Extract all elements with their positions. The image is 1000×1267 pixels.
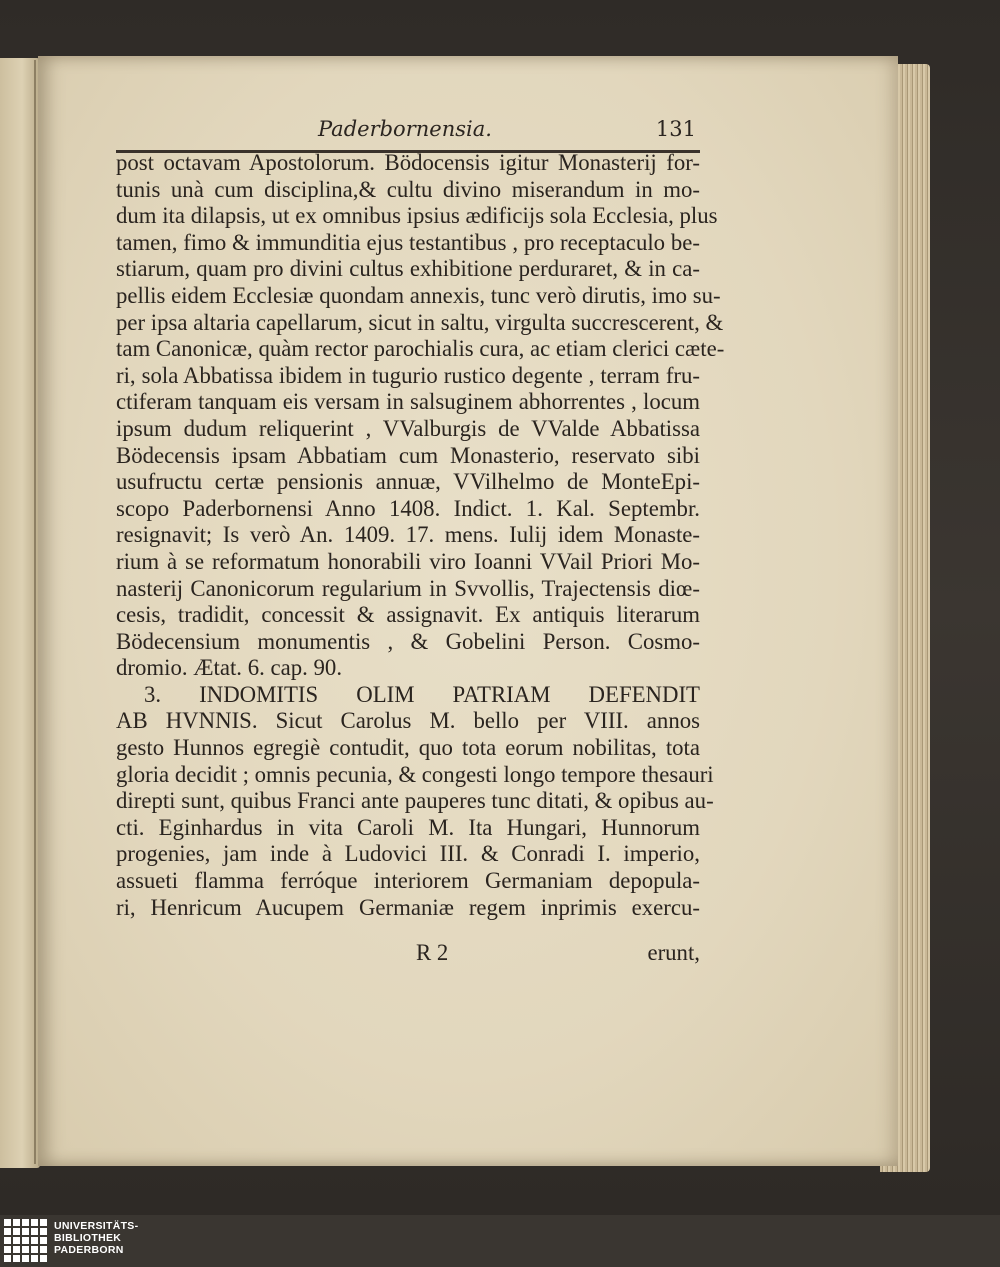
library-logo-icon <box>4 1219 50 1263</box>
signature-mark: R 2 <box>416 940 449 965</box>
text-line: progenies, jam inde à Ludovici III. & Conradi I. imperio, <box>116 841 700 867</box>
text-line: resignavit; Is verò An. 1409. 17. mens. Iulij idem Monaste- <box>116 522 700 548</box>
page-footer <box>116 940 700 970</box>
text-line: gloria decidit ; omnis pecunia, & congesti longo tempore thesauri <box>116 761 714 787</box>
text-line: ri, sola Abbatissa ibidem in tugurio rustico degente , terram fru- <box>116 362 700 388</box>
text-line: tamen, fimo & immunditia ejus testantibus , pro receptaculo be- <box>116 229 700 255</box>
text-line: dum ita dilapsis, ut ex omnibus ipsius ædificijs sola Ecclesia, plus <box>116 203 718 229</box>
text-line: post octavam Apostolorum. Bödocensis igitur Monasterij for- <box>116 150 700 175</box>
text-line: ipsum dudum reliquerint , VValburgis de VValde Abbatissa <box>116 415 700 441</box>
gutter-line <box>34 60 36 1164</box>
text-line: direpti sunt, quibus Franci ante pauperes tunc ditati, & opibus au- <box>116 788 714 814</box>
text-line: nasterij Canonicorum regularium in Svvollis, Trajectensis diœ- <box>116 575 700 601</box>
text-line: Bödecensis ipsam Abbatiam cum Monasterio, reservato sibi <box>116 442 700 468</box>
running-head: Paderbornensia. <box>318 117 492 141</box>
text-line: gesto Hunnos egregiè contudit, quo tota eorum nobilitas, tota <box>116 735 700 761</box>
text-line: ri, Henricum Aucupem Germaniæ regem inprimis exercu- <box>116 894 700 920</box>
text-line: AB HVNNIS. Sicut Carolus M. bello per VIII. annos <box>116 708 700 734</box>
text-line: usufructu certæ pensionis annuæ, VVilhelmo de MonteEpi- <box>116 469 700 495</box>
text-line: pellis eidem Ecclesiæ quondam annexis, tunc verò dirutis, imo su- <box>116 282 721 308</box>
text-line: rium à se reformatum honorabili viro Ioanni VVail Priori Mo- <box>116 548 700 574</box>
text-line: cesis, tradidit, concessit & assignavit. Ex antiquis literarum <box>116 602 700 628</box>
text-line: Bödecensium monumentis , & Gobelini Person. Cosmo- <box>116 628 700 654</box>
text-line: per ipsa altaria capellarum, sicut in saltu, virgulta succrescerent, & <box>116 309 724 335</box>
page-number: 131 <box>655 117 696 141</box>
text-line: scopo Paderbornensi Anno 1408. Indict. 1. Kal. Septembr. <box>116 495 700 521</box>
text-line: stiarum, quam pro divini cultus exhibitione perduraret, & in ca- <box>116 256 700 282</box>
body-text <box>116 150 725 921</box>
text-line: assueti flamma ferróque interiorem Germaniam depopula- <box>116 868 700 894</box>
text-line: ctiferam tanquam eis versam in salsuginem abhorrentes , locum <box>116 389 700 415</box>
text-line: cti. Eginhardus in vita Caroli M. Ita Hungari, Hunnorum <box>116 814 700 840</box>
catchword: erunt, <box>647 940 700 965</box>
footer-bar <box>0 1215 1000 1267</box>
logo-line: BIBLIOTHEK <box>54 1232 122 1244</box>
page-header <box>118 117 698 147</box>
text-line: dromio. Ætat. 6. cap. 90. <box>116 655 343 681</box>
logo-line: UNIVERSITÄTS- <box>54 1220 139 1232</box>
text-line: tam Canonicæ, quàm rector parochialis cura, ac etiam clerici cæte- <box>116 336 725 362</box>
section-heading-line: 3. INDOMITIS OLIM PATRIAM DEFENDIT <box>144 681 700 707</box>
text-line: tunis unà cum disciplina,& cultu divino miserandum in mo- <box>116 176 700 202</box>
logo-line: PADERBORN <box>54 1244 124 1256</box>
library-logo-text <box>54 1220 138 1256</box>
